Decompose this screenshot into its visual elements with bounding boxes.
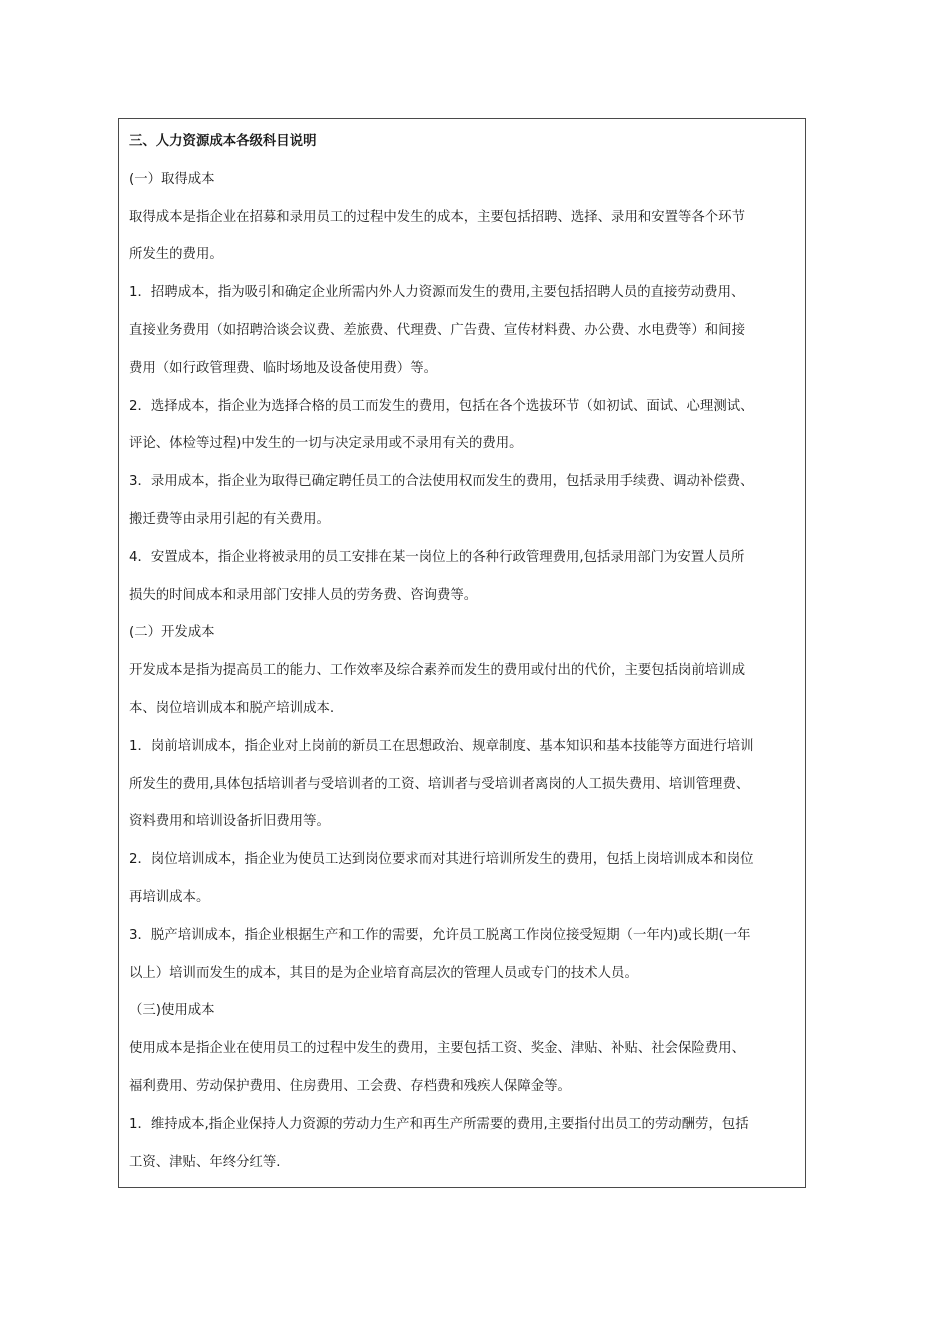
paragraph-line: 使用成本是指企业在使用员工的过程中发生的费用，主要包括工资、奖金、津贴、补贴、社会保险费用、 (129, 1041, 745, 1057)
paragraph-line: 资料费用和培训设备折旧费用等。 (129, 814, 330, 830)
subsection-heading-development: (二）开发成本 (129, 625, 215, 641)
paragraph-line: 工资、津贴、年终分红等. (129, 1154, 281, 1170)
paragraph-line: 3．录用成本，指企业为取得已确定聘任员工的合法使用权而发生的费用，包括录用手续费、调动补偿费、 (129, 474, 754, 490)
paragraph-line: 1．招聘成本，指为吸引和确定企业所需内外人力资源而发生的费用,主要包括招聘人员的直接劳动费用、 (129, 285, 745, 301)
paragraph-line: 费用（如行政管理费、临时场地及设备使用费）等。 (129, 360, 437, 376)
paragraph-line: 损失的时间成本和录用部门安排人员的劳务费、咨询费等。 (129, 587, 478, 603)
paragraph-line: 3．脱产培训成本，指企业根据生产和工作的需要，允许员工脱离工作岗位接受短期（一年内)或长期(一年 (129, 927, 751, 943)
paragraph-line: 再培训成本。 (129, 889, 210, 905)
paragraph-line: 本、岗位培训成本和脱产培训成本. (129, 700, 335, 716)
paragraph-line: 搬迁费等由录用引起的有关费用。 (129, 511, 330, 527)
paragraph-line: 直接业务费用（如招聘洽谈会议费、差旅费、代理费、广告费、宣传材料费、办公费、水电费等）和间接 (129, 322, 745, 338)
paragraph-line: 开发成本是指为提高员工的能力、工作效率及综合素养而发生的费用或付出的代价，主要包括岗前培训成 (129, 663, 745, 679)
subsection-heading-acquisition: (一）取得成本 (129, 171, 215, 187)
paragraph-line: 4．安置成本，指企业将被录用的员工安排在某一岗位上的各种行政管理费用,包括录用部门为安置人员所 (129, 549, 745, 565)
paragraph-line: 以上）培训而发生的成本，其目的是为企业培育高层次的管理人员或专门的技术人员。 (129, 965, 638, 981)
paragraph-line: 2．选择成本，指企业为选择合格的员工而发生的费用，包括在各个选拔环节（如初试、面试、心理测试、 (129, 398, 754, 414)
paragraph-line: 1．岗前培训成本，指企业对上岗前的新员工在思想政治、规章制度、基本知识和基本技能等方面进行培训 (129, 738, 754, 754)
section-heading: 三、人力资源成本各级科目说明 (129, 134, 317, 149)
paragraph-line: 所发生的费用,具体包括培训者与受培训者的工资、培训者与受培训者离岗的人工损失费用、培训管理费、 (129, 776, 750, 792)
document-frame (118, 118, 806, 1188)
subsection-heading-usage: （三)使用成本 (129, 1003, 215, 1019)
paragraph-line: 1．维持成本,指企业保持人力资源的劳动力生产和再生产所需要的费用,主要指付出员工的劳动酬劳，包括 (129, 1116, 749, 1132)
paragraph-line: 评论、体检等过程)中发生的一切与决定录用或不录用有关的费用。 (129, 436, 523, 452)
paragraph-line: 福利费用、劳动保护费用、住房费用、工会费、存档费和残疾人保障金等。 (129, 1078, 571, 1094)
paragraph-line: 所发生的费用。 (129, 247, 223, 263)
paragraph-line: 2．岗位培训成本，指企业为使员工达到岗位要求而对其进行培训所发生的费用，包括上岗培训成本和岗位 (129, 852, 754, 868)
paragraph-line: 取得成本是指企业在招募和录用员工的过程中发生的成本，主要包括招聘、选择、录用和安置等各个环节 (129, 209, 745, 225)
